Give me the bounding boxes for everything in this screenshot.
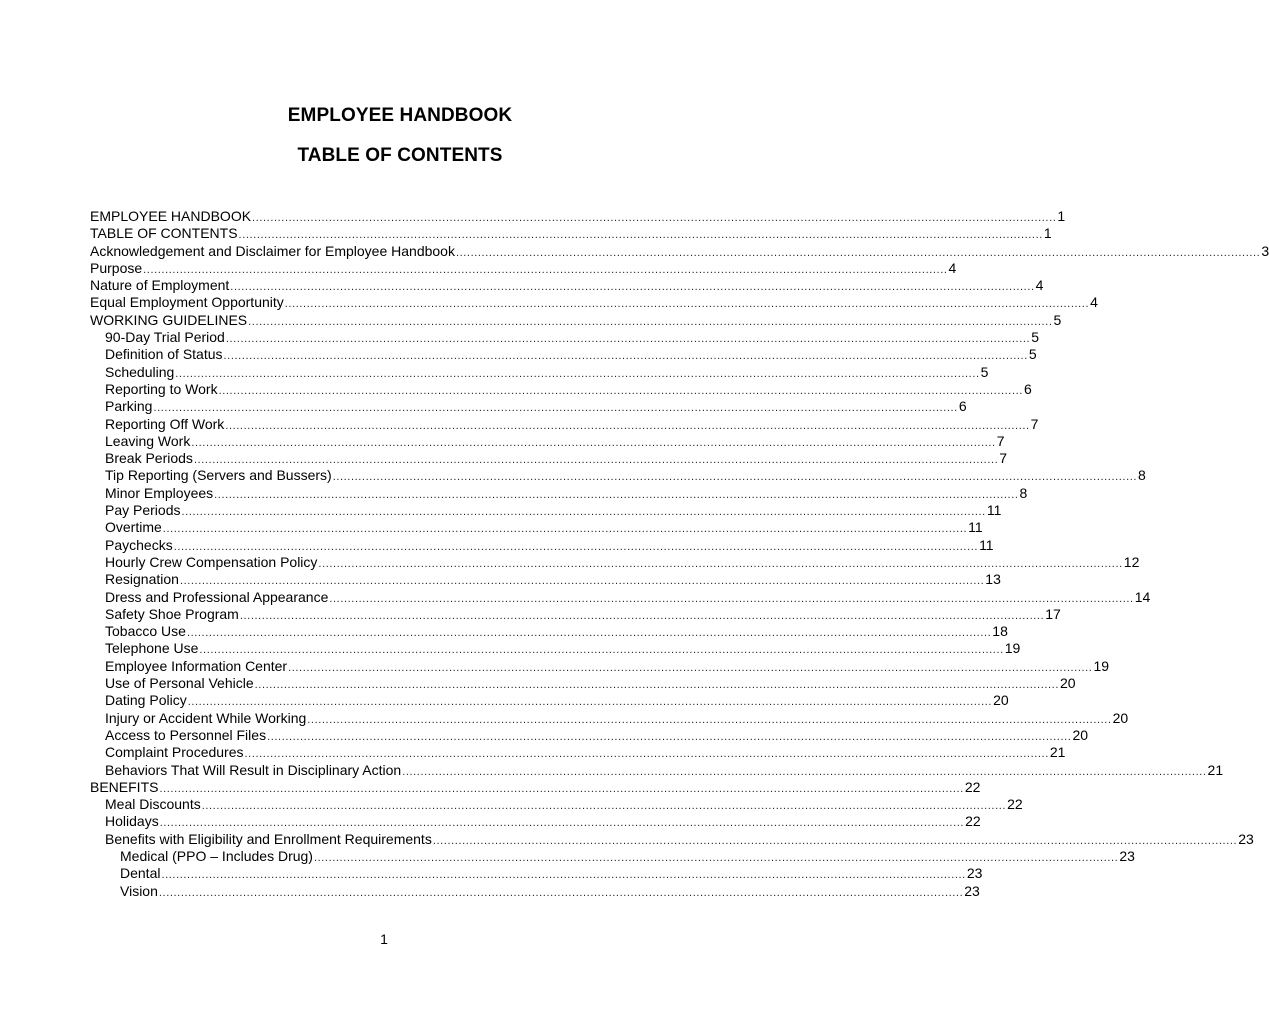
toc-entry-label: Dating Policy [105,692,187,709]
toc-entry-label: Pay Periods [105,502,181,519]
toc-dot-leader: ............................................................................................................................................................................................................................ [187,696,993,709]
toc-entry-page: 20 [993,692,1009,709]
toc-entry-page: 5 [1028,346,1037,363]
toc-dot-leader: ............................................................................................................................................................................................................................ [402,765,1207,778]
toc-entry-label: Paychecks [105,536,173,553]
toc-dot-leader: ............................................................................................................................................................................................................................ [230,281,1035,294]
toc-dot-leader: ............................................................................................................................................................................................................................ [214,488,1019,501]
toc-entry[interactable] [90,415,1039,433]
toc-entry-page: 8 [1019,484,1028,501]
toc-dot-leader: ............................................................................................................................................................................................................................ [238,229,1043,242]
toc-dot-leader: ............................................................................................................................................................................................................................ [193,454,999,467]
toc-entry-label: Overtime [105,519,162,536]
toc-entry[interactable] [90,623,1008,640]
toc-dot-leader: ............................................................................................................................................................................................................................ [159,817,965,830]
toc-entry[interactable] [90,588,1151,606]
toc-entry-label: Holidays [105,813,159,830]
toc-entry-page: 7 [996,432,1005,449]
toc-entry-page: 20 [1060,675,1076,692]
toc-dot-leader: ............................................................................................................................................................................................................................ [284,298,1090,311]
toc-entry-page: 23 [1238,830,1254,847]
toc-entry-page: 23 [964,882,980,899]
toc-entry-page: 19 [1093,657,1110,674]
toc-entry-page: 7 [1030,415,1039,432]
toc-dot-leader: ............................................................................................................................................................................................................................ [153,402,958,415]
toc-entry-label: Complaint Procedures [105,744,244,761]
toc-entry[interactable] [90,467,1146,484]
toc-entry-label: Injury or Accident While Working [105,709,307,726]
toc-entry-page: 11 [979,536,994,553]
toc-dot-leader: ............................................................................................................................................................................................................................ [225,419,1030,432]
toc-entry[interactable] [90,675,1076,692]
toc-dot-leader: ............................................................................................................................................................................................................................ [332,471,1138,484]
toc-entry[interactable] [90,277,1044,294]
toc-dot-leader: ............................................................................................................................................................................................................................ [267,730,1072,743]
toc-entry-page: 4 [1035,277,1044,294]
toc-entry[interactable] [90,294,1098,311]
toc-entry-page: 19 [1004,640,1021,657]
toc-entry-label: Parking [105,398,153,415]
toc-dot-leader: ............................................................................................................................................................................................................................ [318,557,1123,570]
toc-entry-page: 23 [1119,847,1135,864]
toc-entry[interactable] [90,259,957,277]
toc-entry-label: Equal Employment Opportunity [90,294,284,311]
toc-entry[interactable] [90,847,1135,865]
toc-entry-page: 1 [1057,208,1066,224]
toc-entry-page: 11 [968,519,983,536]
toc-dot-leader: ............................................................................................................................................................................................................................ [307,713,1112,726]
toc-entry[interactable] [90,640,1021,657]
toc-entry[interactable] [90,761,1224,779]
toc-entry-label: Break Periods [105,450,193,467]
toc-entry-label: Dress and Professional Appearance [105,588,329,605]
toc-entry[interactable] [90,726,1089,744]
toc-dot-leader: ............................................................................................................................................................................................................................ [161,869,966,882]
toc-dot-leader: ............................................................................................................................................................................................................................ [248,315,1053,328]
toc-entry[interactable] [90,225,1052,242]
toc-entry-label: Purpose [90,259,143,276]
toc-entry[interactable] [90,346,1037,363]
toc-entry-label: Nature of Employment [90,277,230,294]
toc-dot-leader: ............................................................................................................................................................................................................................ [201,800,1007,813]
toc-entry-label: WORKING GUIDELINES [90,311,248,328]
toc-entry[interactable] [90,432,1005,450]
toc-entry-page: 14 [1134,588,1151,605]
toc-entry[interactable] [90,813,981,830]
toc-entry[interactable] [90,882,980,900]
toc-dot-leader: ............................................................................................................................................................................................................................ [239,609,1045,622]
toc-dot-leader: ............................................................................................................................................................................................................................ [254,679,1059,692]
toc-dot-leader: ............................................................................................................................................................................................................................ [252,212,1057,224]
toc-entry-label: Vision [120,882,158,899]
toc-entry-page: 4 [948,259,957,276]
toc-entry-label: Definition of Status [105,346,223,363]
toc-dot-leader: ............................................................................................................................................................................................................................ [162,523,968,536]
toc-dot-leader: ............................................................................................................................................................................................................................ [313,851,1119,864]
toc-entry-page: 6 [1023,380,1032,397]
toc-entry[interactable] [90,605,1061,623]
toc-entry[interactable] [90,553,1140,571]
toc-dot-leader: ............................................................................................................................................................................................................................ [191,436,996,449]
toc-entry-page: 5 [1053,311,1062,328]
toc-entry-page: 20 [1112,709,1129,726]
toc-entry[interactable] [90,830,1254,848]
toc-entry-page: 13 [985,571,1001,588]
toc-entry-page: 5 [980,363,989,380]
toc-entry-page: 21 [1049,744,1066,761]
toc-entry[interactable] [90,380,1032,398]
toc-dot-leader: ............................................................................................................................................................................................................................ [159,782,964,795]
toc-entry-page: 11 [986,502,1002,519]
toc-entry-label: Leaving Work [105,432,191,449]
toc-entry[interactable] [90,657,1110,675]
toc-entry-page: 5 [1031,329,1039,346]
toc-dot-leader: ............................................................................................................................................................................................................................ [175,367,980,380]
toc-entry[interactable] [90,484,1028,502]
toc-entry-page: 21 [1207,761,1224,778]
toc-entry-label: Reporting to Work [105,380,218,397]
toc-entry-label: Tip Reporting (Servers and Bussers) [105,467,332,484]
toc-entry[interactable] [90,329,1039,346]
toc-entry-label: Medical (PPO – Includes Drug) [120,847,313,864]
toc-dot-leader: ............................................................................................................................................................................................................................ [199,644,1004,657]
toc-entry[interactable] [90,709,1129,727]
toc-entry-label: Telephone Use [105,640,199,657]
toc-entry[interactable] [90,692,1009,709]
toc-dot-leader: ............................................................................................................................................................................................................................ [186,627,992,640]
toc-entry-label: Acknowledgement and Disclaimer for Employee Handbook [90,242,455,259]
toc-entry-label: Behaviors That Will Result in Disciplinary Action [105,761,402,778]
toc-entry-label: Minor Employees [105,484,214,501]
toc-entry-label: Scheduling [105,363,175,380]
toc-dot-leader: ............................................................................................................................................................................................................................ [225,333,1031,346]
toc-dot-leader: ............................................................................................................................................................................................................................ [143,263,948,276]
toc-entry-label: Employee Information Center [105,657,288,674]
toc-dot-leader: ............................................................................................................................................................................................................................ [288,661,1093,674]
toc-entry-page: 1 [1043,225,1052,242]
toc-entry-page: 22 [965,813,981,830]
toc-dot-leader: ............................................................................................................................................................................................................................ [244,748,1049,761]
toc-entry[interactable] [90,311,1062,329]
toc-entry[interactable] [90,536,994,554]
toc-entry[interactable] [90,208,1066,225]
toc-entry[interactable] [90,450,1008,467]
toc-entry-label: 90-Day Trial Period [105,329,225,346]
toc-dot-leader: ............................................................................................................................................................................................................................ [218,384,1023,397]
toc-dot-leader: ............................................................................................................................................................................................................................ [179,575,985,588]
toc-dot-leader: ............................................................................................................................................................................................................................ [158,886,964,899]
toc-entry-label: Safety Shoe Program [105,605,239,622]
toc-entry[interactable] [90,778,981,796]
toc-entry-label: EMPLOYEE HANDBOOK [90,208,252,224]
toc-dot-leader: ............................................................................................................................................................................................................................ [329,592,1134,605]
toc-dot-leader: ............................................................................................................................................................................................................................ [455,246,1261,259]
toc-entry[interactable] [90,363,989,381]
toc-dot-leader: ............................................................................................................................................................................................................................ [173,540,979,553]
toc-entry-page: 20 [1072,726,1089,743]
toc-entry-label: BENEFITS [90,778,159,795]
page-number: 1 [380,931,388,947]
table-of-contents [90,208,1269,900]
toc-dot-leader: ............................................................................................................................................................................................................................ [432,834,1238,847]
toc-entry-page: 4 [1090,294,1098,311]
toc-entry-page: 12 [1123,553,1140,570]
toc-dot-leader: ............................................................................................................................................................................................................................ [181,506,986,519]
toc-heading: TABLE OF CONTENTS [297,145,503,166]
toc-entry-label: Hourly Crew Compensation Policy [105,553,318,570]
toc-entry[interactable] [90,242,1269,260]
toc-entry[interactable] [90,796,1023,813]
toc-entry-page: 23 [966,865,983,882]
toc-entry-page: 22 [1007,796,1023,813]
toc-entry[interactable] [90,502,1002,519]
toc-entry-label: Dental [120,865,161,882]
toc-entry-page: 3 [1261,242,1269,259]
toc-entry-page: 6 [958,398,967,415]
toc-entry-page: 17 [1045,605,1061,622]
toc-entry-page: 18 [992,623,1008,640]
toc-entry-label: Reporting Off Work [105,415,225,432]
toc-entry[interactable] [90,744,1066,761]
toc-entry-label: Meal Discounts [105,796,201,813]
toc-entry-label: Use of Personal Vehicle [105,675,254,692]
toc-entry-label: TABLE OF CONTENTS [90,225,238,242]
toc-entry[interactable] [90,398,967,415]
toc-entry-label: Benefits with Eligibility and Enrollment Requirements [105,830,432,847]
toc-entry-page: 7 [999,450,1008,467]
toc-entry-page: 22 [964,778,981,795]
toc-entry-label: Resignation [105,571,179,588]
toc-entry-label: Access to Personnel Files [105,726,267,743]
toc-entry-page: 8 [1138,467,1146,484]
document-title: EMPLOYEE HANDBOOK [287,105,513,126]
toc-entry[interactable] [90,571,1001,588]
toc-entry[interactable] [90,519,983,536]
toc-entry[interactable] [90,865,983,882]
toc-entry-label: Tobacco Use [105,623,186,640]
toc-dot-leader: ............................................................................................................................................................................................................................ [223,350,1028,363]
